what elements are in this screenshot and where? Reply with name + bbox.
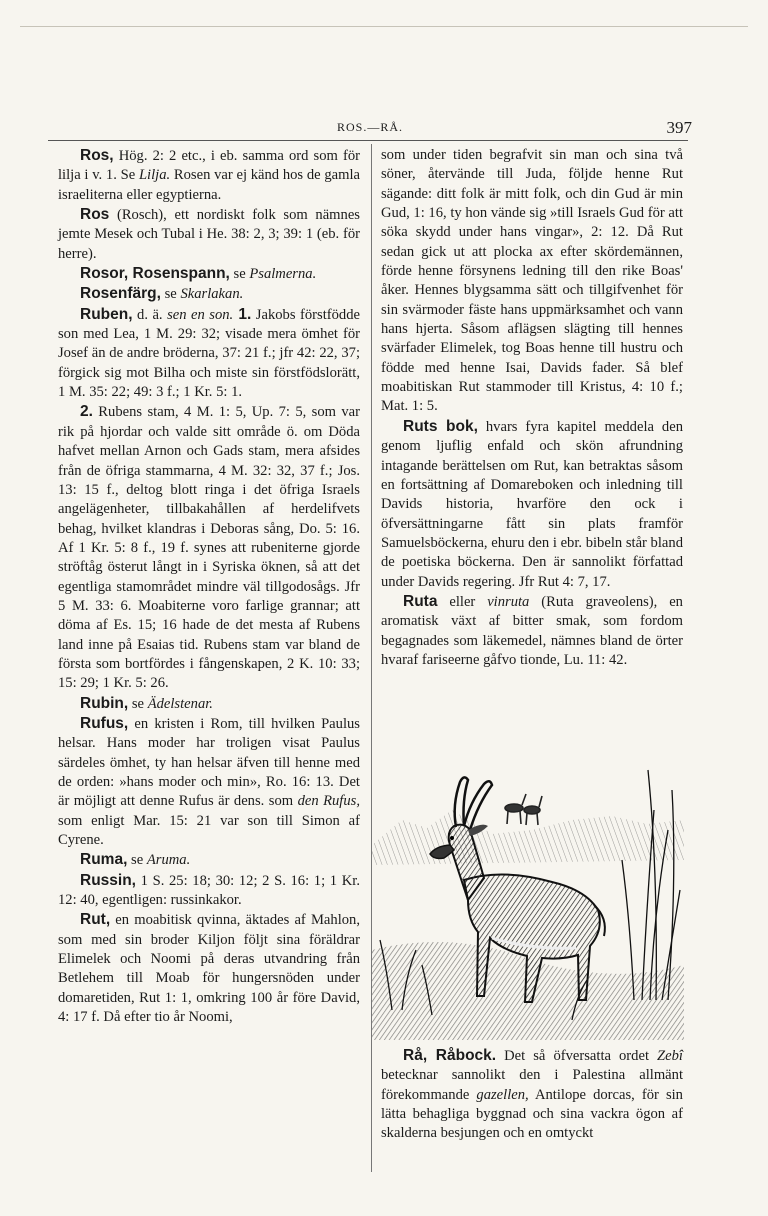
entry-rut-continued: som under tiden begrafvit sin man och sina två söner, återvände till Juda, följde henne Rut sägande: ditt folk är mitt folk, och din Gud är min Gud, 1: 16, ty hon vände sig »till Israels Gud för att söka skydd under hans vingar», 2: 12. Då Rut sedan gick ut att plocka ax efter skördemännen, förde henne försynens ledning till den rike Boas' åker. Hennes blygsamma sätt och tillgifvenhet för sin svärmoder fäste hans uppmärksamhet och vann hans hjerta. Såsom aflägsen slägting till hennes svärfader Elimelek, tog Boas henne till hustru och födde med henne Isai, Davids fader. Så blef moabitiskan Rut stammoder till Kristus, 4: 10 f.; Mat. 1: 5. — [381, 147, 683, 415]
headword: Rufus, — [80, 714, 129, 732]
headword: Ruben, — [80, 305, 133, 323]
headword: Rubin, — [80, 694, 129, 712]
gazelle-engraving-icon — [372, 750, 684, 1040]
headword: Ruta — [403, 592, 438, 610]
entry-ruben-tribe: 2. Rubens stam, 4 M. 1: 5, Up. 7: 5, som var rik på hjordar och valde sitt område ö. om Döda hafvet mellan Arnon och Gads stam, mera afsides från de öfriga stammarna, 4 M. 32: 32, 37 f.; Jos. 13: 15 f., deltog blott ringa i det öfriga Israels angelägenheter, tillbakahållen af herdelifvets behag, hvilket klandras i Deboras sång, Do. 5: 16. Af 1 Kr. 5: 8 f., 19 f. synes att rubeniterne gjorde ströftåg österut långt in i Syriska öknen, så att det egentliga stamområdet mindre väl tillgodosågs. Jfr 5 M. 33: 6. Moabiterne voro farlige grannar; att döma af Es. 15; 16 hade de det mesta af Rubens land inne på Esaias tid. Rubens stam var bland de första som bortfördes i fångenskapen, 2 K. 10: 33; 15: 29; 1 Kr. 5: 26. — [58, 403, 360, 692]
headword: Rosenfärg, — [80, 285, 161, 303]
header-rule — [48, 140, 688, 141]
page-top-edge-line — [20, 26, 748, 27]
page-header — [56, 118, 692, 140]
headword: Ros — [80, 206, 110, 224]
entry-ra: Rå, Råbock. Det så öfversatta ordet Zebî betecknar sannolikt den i Palestina allmänt förekommande gazellen, Antilope dorcas, för sin lätta behagliga byggnad och sina vackra ögon af skalderna besjungen och en omtyckt — [381, 1047, 683, 1142]
entry-ruben: Ruben, d. ä. sen en son. 1. Jakobs förstfödde son med Lea, 1 M. 29: 32; visade mera ömhet för Josef än de andre bröderna, 37: 21 f.; jfr 42: 22, 37; förgick sig mot Bilha och miste sin förstfödslorätt, 1 M. 35: 22; 49: 3 f.; 1 Kr. 5: 1. — [58, 305, 360, 401]
entry-rosenfarg: Rosenfärg, se Skarlakan. — [80, 285, 244, 303]
entry-rosor: Rosor, Rosenspann, se Psalmerna. — [80, 265, 317, 283]
headword: Ruts bok, — [403, 417, 478, 435]
right-column — [381, 146, 683, 670]
headword: Ros, — [80, 147, 114, 164]
entry-rubin: Rubin, se Ädelstenar. — [80, 694, 213, 712]
entry-russin: Russin, 1 S. 25: 18; 30: 12; 2 S. 16: 1; 1 Kr. 12: 40, egentligen: russinkakor. — [58, 871, 360, 909]
page-number: 397 — [666, 118, 692, 137]
entry-rut: Rut, en moabitisk qvinna, äktades af Mahlon, som med sin broder Kiljon följt sina föräldrar Elimelek och Noomi på deras utvandring från Betlehem till Moab för hungersnöden under domaretiden, Rut 1: 1, omkring 100 år före David, 4: 17 f. Då efter tio år Noomi, — [58, 911, 360, 1026]
headword: Rut, — [80, 911, 111, 929]
running-head: ROS.—RÅ. — [336, 120, 403, 134]
entry-ros: Ros, Hög. 2: 2 etc., i eb. samma ord som för lilja i v. 1. Se Lilja. Rosen var ej känd hos de gamla israeliterna eller egyptierna. — [58, 147, 360, 203]
entry-ruts-bok: Ruts bok, hvars fyra kapitel meddela den genom ljuflig enfald och skön afrundning intagande berättelsen om Rut, kan betraktas såsom en fortsättning af Domareboken och inledning till Davids historia, hvarföre den ock i öfversättningarne fått sin plats framför Samuelsböckerna, ehuru den i ebr. bibeln står bland de poetiska böckerna. Den är sannolikt författad under Davids regering. Jfr Rut 4: 7, 17. — [381, 417, 683, 590]
headword: Rå, Råbock. — [403, 1047, 497, 1064]
headword: Rosor, Rosenspann, — [80, 265, 230, 283]
headword: Russin, — [80, 871, 136, 889]
left-column — [58, 146, 360, 1027]
entry-rufus: Rufus, en kristen i Rom, till hvilken Paulus helsar. Hans moder har troligen visat Paulus särdeles ömhet, ty han helsar äfven till henne med de orden: »hans moder och min», Ro. 16: 13. Det är möjligt att denne Rufus är dens. som den Rufus, som enligt Mar. 15: 21 var son till Simon af Cyrene. — [58, 714, 360, 849]
entry-ruma: Ruma, se Aruma. — [80, 851, 191, 869]
entry-ruta: Ruta eller vinruta (Ruta graveolens), en aromatisk växt af bitter smak, som fordom begagnades som läkemedel, nämnes bland de örter hvaraf fariseerne gåfvo tionde, Lu. 11: 42. — [381, 592, 683, 668]
entry-ros-people: Ros (Rosch), ett nordiskt folk som nämnes jemte Mesek och Tubal i He. 38: 2, 3; 39: 1 (eb. för herre). — [58, 206, 360, 262]
headword: Ruma, — [80, 851, 128, 869]
